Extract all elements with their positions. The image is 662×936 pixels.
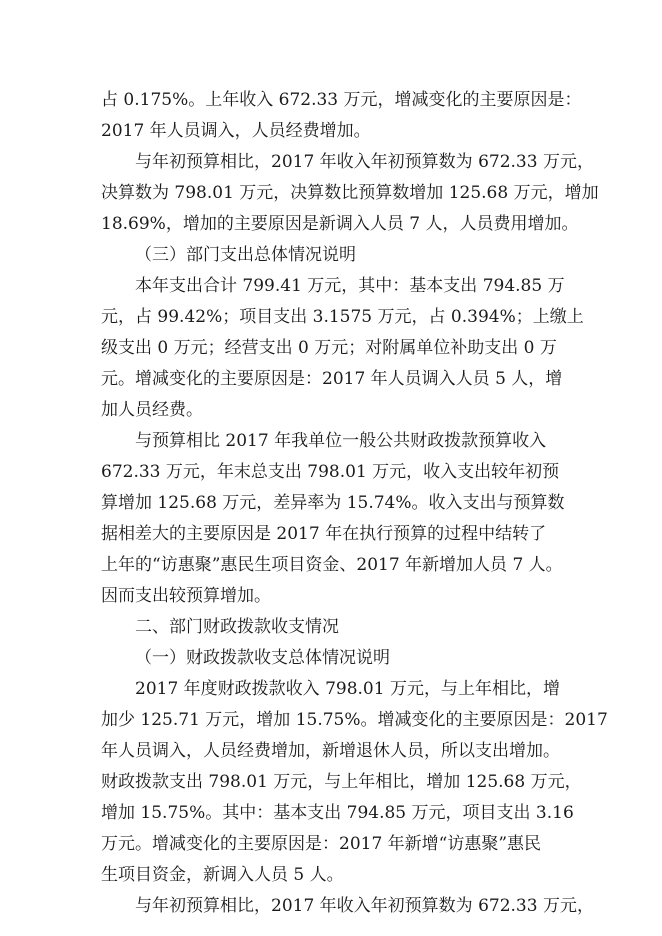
section-heading: （三）部门支出总体情况说明 [135, 245, 356, 265]
paragraph-line: 算增加 125.68 万元，差异率为 15.74%。收入支出与预算数 [101, 493, 565, 513]
paragraph-line: 加人员经费。 [101, 400, 203, 420]
paragraph-line: 生项目资金，新调入人员 5 人。 [101, 865, 344, 885]
paragraph-line: 与年初预算相比，2017 年收入年初预算数为 672.33 万元， [135, 152, 594, 172]
paragraph-line: 元，占 99.42%；项目支出 3.1575 万元，占 0.394%；上缴上 [101, 307, 584, 327]
paragraph-line: 决算数为 798.01 万元，决算数比预算数增加 125.68 万元，增加 [101, 183, 599, 203]
paragraph-line: 占 0.175%。上年收入 672.33 万元，增减变化的主要原因是： [101, 90, 582, 110]
paragraph-line: 年人员调入，人员经费增加，新增退休人员，所以支出增加。 [101, 741, 560, 761]
paragraph-line: 本年支出合计 799.41 万元，其中：基本支出 794.85 万 [135, 276, 565, 296]
paragraph-line: 级支出 0 万元；经营支出 0 万元；对附属单位补助支出 0 万 [101, 338, 557, 358]
paragraph-line: 财政拨款支出 798.01 万元，与上年相比，增加 125.68 万元， [101, 772, 582, 792]
paragraph-line: 上年的“访惠聚”惠民生项目资金、2017 年新增加人员 7 人。 [101, 555, 563, 575]
paragraph-line: 元。增减变化的主要原因是：2017 年人员调入人员 5 人，增 [101, 369, 563, 389]
paragraph-line: 因而支出较预算增加。 [101, 586, 271, 606]
section-heading: 二、部门财政拨款收支情况 [135, 617, 339, 637]
paragraph-line: 与年初预算相比，2017 年收入年初预算数为 672.33 万元， [135, 896, 594, 916]
paragraph-line: 2017 年度财政拨款收入 798.01 万元，与上年相比，增 [135, 679, 560, 699]
paragraph-line: 加少 125.71 万元，增加 15.75%。增减变化的主要原因是：2017 [101, 710, 608, 730]
paragraph-line: 672.33 万元，年末总支出 798.01 万元，收入支出较年初预 [101, 462, 560, 482]
paragraph-line: 2017 年人员调入，人员经费增加。 [101, 121, 371, 141]
paragraph-line: 与预算相比 2017 年我单位一般公共财政拨款预算收入 [135, 431, 547, 451]
paragraph-line: 据相差大的主要原因是 2017 年在执行预算的过程中结转了 [101, 524, 547, 544]
paragraph-line: 18.69%，增加的主要原因是新调入人员 7 人，人员费用增加。 [101, 214, 579, 234]
paragraph-line: 增加 15.75%。其中：基本支出 794.85 万元，项目支出 3.16 [101, 803, 574, 823]
paragraph-line: 万元。增减变化的主要原因是：2017 年新增“访惠聚”惠民 [101, 834, 542, 854]
subsection-heading: （一）财政拨款收支总体情况说明 [135, 648, 390, 668]
